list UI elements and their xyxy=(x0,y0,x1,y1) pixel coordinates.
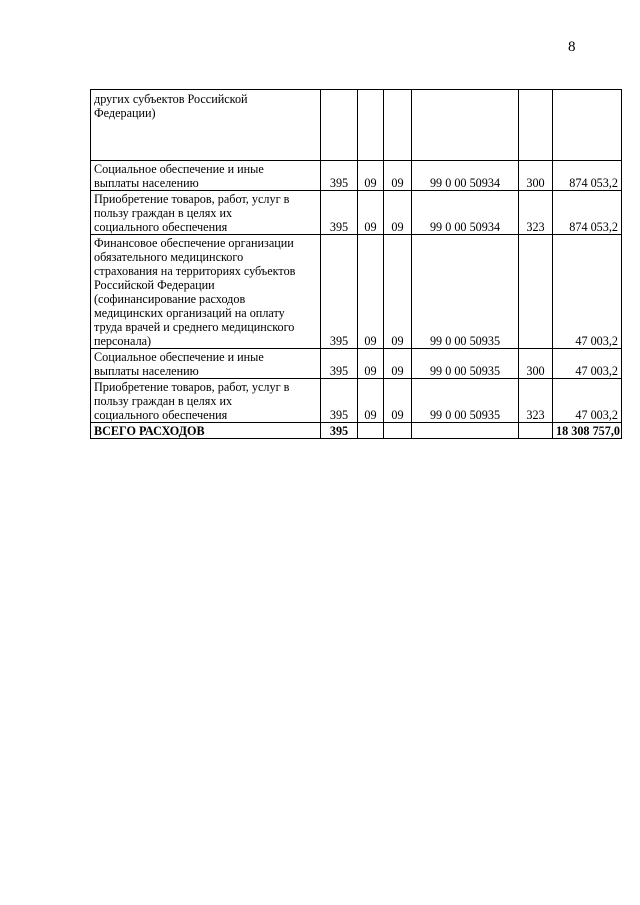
subsection-code-cell: 09 xyxy=(384,161,412,191)
amount-cell: 874 053,2 xyxy=(553,191,622,235)
expense-type-cell: 323 xyxy=(519,379,553,423)
section-code-cell: 09 xyxy=(358,349,384,379)
amount-cell: 47 003,2 xyxy=(553,235,622,349)
row-name-cell: Приобретение товаров, работ, услуг в пользу граждан в целях их социального обеспечения xyxy=(91,191,321,235)
target-article-cell: 99 0 00 50934 xyxy=(412,161,519,191)
ministry-code-cell: 395 xyxy=(321,379,358,423)
row-name-cell: Финансовое обеспечение организации обязательного медицинского страхования на территориях субъектов Российской Федерации (софинансирование расходов медицинских организаций на оплату труда врачей и среднего медицинского персонала) xyxy=(91,235,321,349)
ministry-code-cell xyxy=(321,90,358,161)
table-row xyxy=(91,161,622,191)
subsection-code-cell xyxy=(384,423,412,439)
expense-type-cell: 300 xyxy=(519,161,553,191)
target-article-cell: 99 0 00 50935 xyxy=(412,235,519,349)
row-name-cell: Приобретение товаров, работ, услуг в пользу граждан в целях их социального обеспечения xyxy=(91,379,321,423)
target-article-cell: 99 0 00 50935 xyxy=(412,379,519,423)
section-code-cell xyxy=(358,423,384,439)
expense-type-cell: 300 xyxy=(519,349,553,379)
expense-type-cell xyxy=(519,235,553,349)
row-name-cell: Социальное обеспечение и иные выплаты населению xyxy=(91,349,321,379)
amount-cell: 47 003,2 xyxy=(553,349,622,379)
expense-type-cell xyxy=(519,90,553,161)
table-row xyxy=(91,235,622,349)
table-row xyxy=(91,191,622,235)
subsection-code-cell xyxy=(384,90,412,161)
section-code-cell: 09 xyxy=(358,191,384,235)
expense-type-cell: 323 xyxy=(519,191,553,235)
ministry-code-cell: 395 xyxy=(321,235,358,349)
ministry-code-cell: 395 xyxy=(321,423,358,439)
expense-type-cell xyxy=(519,423,553,439)
page-number: 8 xyxy=(568,39,576,55)
amount-cell: 47 003,2 xyxy=(553,379,622,423)
subsection-code-cell: 09 xyxy=(384,235,412,349)
subsection-code-cell: 09 xyxy=(384,191,412,235)
target-article-cell: 99 0 00 50934 xyxy=(412,191,519,235)
table-row xyxy=(91,90,622,161)
section-code-cell xyxy=(358,90,384,161)
amount-cell xyxy=(553,90,622,161)
target-article-cell xyxy=(412,423,519,439)
ministry-code-cell: 395 xyxy=(321,161,358,191)
table-row xyxy=(91,349,622,379)
amount-cell: 874 053,2 xyxy=(553,161,622,191)
section-code-cell: 09 xyxy=(358,379,384,423)
row-name-cell: других субъектов Российской Федерации) xyxy=(91,90,321,161)
ministry-code-cell: 395 xyxy=(321,349,358,379)
budget-expenses-table xyxy=(90,89,622,439)
total-row xyxy=(91,423,622,439)
subsection-code-cell: 09 xyxy=(384,379,412,423)
row-name-cell: Социальное обеспечение и иные выплаты населению xyxy=(91,161,321,191)
total-label-cell: ВСЕГО РАСХОДОВ xyxy=(91,423,321,439)
subsection-code-cell: 09 xyxy=(384,349,412,379)
section-code-cell: 09 xyxy=(358,161,384,191)
table-row xyxy=(91,379,622,423)
section-code-cell: 09 xyxy=(358,235,384,349)
ministry-code-cell: 395 xyxy=(321,191,358,235)
target-article-cell: 99 0 00 50935 xyxy=(412,349,519,379)
target-article-cell xyxy=(412,90,519,161)
total-amount-cell: 18 308 757,0 xyxy=(553,423,622,439)
